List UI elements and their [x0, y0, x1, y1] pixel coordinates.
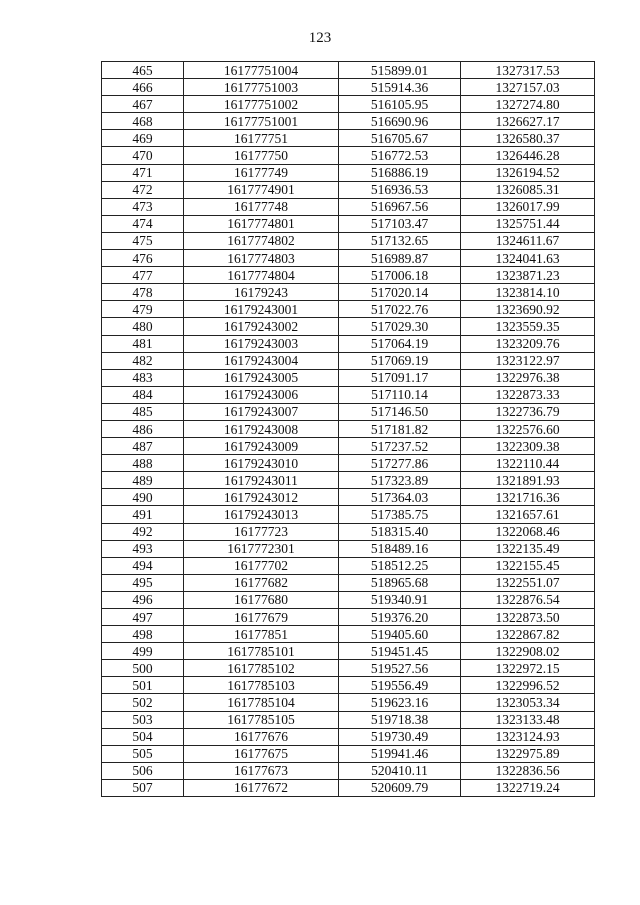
table-row	[102, 472, 595, 489]
table-row	[102, 779, 595, 796]
coordinates-table-body	[102, 62, 595, 797]
point-number-cell: 467	[102, 96, 184, 113]
table-row	[102, 198, 595, 215]
point-number-cell: 490	[102, 489, 184, 506]
table-row	[102, 420, 595, 437]
y-coordinate-cell: 1323559.35	[461, 318, 595, 335]
table-row	[102, 164, 595, 181]
point-id-cell: 16179243010	[184, 455, 339, 472]
point-number-cell: 483	[102, 369, 184, 386]
table-row	[102, 745, 595, 762]
table-row	[102, 438, 595, 455]
point-id-cell: 16179243007	[184, 403, 339, 420]
table-row	[102, 643, 595, 660]
table-row	[102, 609, 595, 626]
point-number-cell: 482	[102, 352, 184, 369]
y-coordinate-cell: 1322996.52	[461, 677, 595, 694]
y-coordinate-cell: 1326627.17	[461, 113, 595, 130]
y-coordinate-cell: 1322719.24	[461, 779, 595, 796]
y-coordinate-cell: 1323814.10	[461, 284, 595, 301]
y-coordinate-cell: 1326580.37	[461, 130, 595, 147]
table-row	[102, 728, 595, 745]
y-coordinate-cell: 1322576.60	[461, 420, 595, 437]
x-coordinate-cell: 517064.19	[339, 335, 461, 352]
table-row	[102, 147, 595, 164]
point-id-cell: 16177749	[184, 164, 339, 181]
table-row	[102, 130, 595, 147]
y-coordinate-cell: 1327274.80	[461, 96, 595, 113]
table-row	[102, 694, 595, 711]
x-coordinate-cell: 516705.67	[339, 130, 461, 147]
x-coordinate-cell: 516105.95	[339, 96, 461, 113]
point-id-cell: 1617772301	[184, 540, 339, 557]
point-id-cell: 16179243012	[184, 489, 339, 506]
point-number-cell: 474	[102, 215, 184, 232]
y-coordinate-cell: 1323690.92	[461, 301, 595, 318]
table-row	[102, 267, 595, 284]
point-id-cell: 16177751001	[184, 113, 339, 130]
point-id-cell: 1617785101	[184, 643, 339, 660]
y-coordinate-cell: 1321716.36	[461, 489, 595, 506]
x-coordinate-cell: 516936.53	[339, 181, 461, 198]
x-coordinate-cell: 516989.87	[339, 250, 461, 267]
x-coordinate-cell: 520609.79	[339, 779, 461, 796]
table-row	[102, 62, 595, 79]
point-number-cell: 507	[102, 779, 184, 796]
y-coordinate-cell: 1326446.28	[461, 147, 595, 164]
table-row	[102, 591, 595, 608]
x-coordinate-cell: 515914.36	[339, 79, 461, 96]
point-id-cell: 16177748	[184, 198, 339, 215]
y-coordinate-cell: 1322068.46	[461, 523, 595, 540]
x-coordinate-cell: 516772.53	[339, 147, 461, 164]
table-row	[102, 403, 595, 420]
point-id-cell: 16177851	[184, 626, 339, 643]
y-coordinate-cell: 1322873.50	[461, 609, 595, 626]
x-coordinate-cell: 517277.86	[339, 455, 461, 472]
point-number-cell: 488	[102, 455, 184, 472]
x-coordinate-cell: 517022.76	[339, 301, 461, 318]
x-coordinate-cell: 519527.56	[339, 660, 461, 677]
table-row	[102, 79, 595, 96]
y-coordinate-cell: 1323124.93	[461, 728, 595, 745]
point-id-cell: 1617785105	[184, 711, 339, 728]
point-number-cell: 504	[102, 728, 184, 745]
table-row	[102, 386, 595, 403]
point-id-cell: 16177673	[184, 762, 339, 779]
point-number-cell: 468	[102, 113, 184, 130]
point-number-cell: 492	[102, 523, 184, 540]
y-coordinate-cell: 1323871.23	[461, 267, 595, 284]
table-row	[102, 677, 595, 694]
point-id-cell: 1617785103	[184, 677, 339, 694]
point-id-cell: 16177751004	[184, 62, 339, 79]
point-id-cell: 16177679	[184, 609, 339, 626]
point-number-cell: 478	[102, 284, 184, 301]
point-id-cell: 16179243009	[184, 438, 339, 455]
point-number-cell: 476	[102, 250, 184, 267]
y-coordinate-cell: 1324611.67	[461, 232, 595, 249]
coordinates-table	[101, 61, 595, 797]
point-id-cell: 1617774901	[184, 181, 339, 198]
point-number-cell: 496	[102, 591, 184, 608]
point-number-cell: 479	[102, 301, 184, 318]
point-id-cell: 16177682	[184, 574, 339, 591]
x-coordinate-cell: 516886.19	[339, 164, 461, 181]
point-id-cell: 16179243001	[184, 301, 339, 318]
table-row	[102, 711, 595, 728]
x-coordinate-cell: 515899.01	[339, 62, 461, 79]
table-row	[102, 455, 595, 472]
x-coordinate-cell: 517110.14	[339, 386, 461, 403]
table-row	[102, 352, 595, 369]
point-number-cell: 491	[102, 506, 184, 523]
y-coordinate-cell: 1322836.56	[461, 762, 595, 779]
table-row	[102, 232, 595, 249]
x-coordinate-cell: 517237.52	[339, 438, 461, 455]
x-coordinate-cell: 517146.50	[339, 403, 461, 420]
y-coordinate-cell: 1322309.38	[461, 438, 595, 455]
x-coordinate-cell: 519718.38	[339, 711, 461, 728]
point-id-cell: 16177751	[184, 130, 339, 147]
point-number-cell: 471	[102, 164, 184, 181]
point-number-cell: 485	[102, 403, 184, 420]
point-number-cell: 487	[102, 438, 184, 455]
x-coordinate-cell: 516967.56	[339, 198, 461, 215]
point-number-cell: 506	[102, 762, 184, 779]
point-number-cell: 465	[102, 62, 184, 79]
x-coordinate-cell: 519623.16	[339, 694, 461, 711]
y-coordinate-cell: 1326085.31	[461, 181, 595, 198]
table-row	[102, 318, 595, 335]
point-id-cell: 16177675	[184, 745, 339, 762]
table-row	[102, 574, 595, 591]
point-id-cell: 16179243	[184, 284, 339, 301]
x-coordinate-cell: 518512.25	[339, 557, 461, 574]
x-coordinate-cell: 519376.20	[339, 609, 461, 626]
point-number-cell: 470	[102, 147, 184, 164]
point-number-cell: 502	[102, 694, 184, 711]
point-id-cell: 16179243011	[184, 472, 339, 489]
point-number-cell: 503	[102, 711, 184, 728]
table-row	[102, 540, 595, 557]
table-row	[102, 369, 595, 386]
point-id-cell: 16179243002	[184, 318, 339, 335]
point-id-cell: 1617785102	[184, 660, 339, 677]
x-coordinate-cell: 517385.75	[339, 506, 461, 523]
x-coordinate-cell: 517364.03	[339, 489, 461, 506]
y-coordinate-cell: 1326017.99	[461, 198, 595, 215]
point-number-cell: 484	[102, 386, 184, 403]
table-row	[102, 113, 595, 130]
y-coordinate-cell: 1322972.15	[461, 660, 595, 677]
y-coordinate-cell: 1322976.38	[461, 369, 595, 386]
table-row	[102, 626, 595, 643]
point-id-cell: 16179243008	[184, 420, 339, 437]
x-coordinate-cell: 517029.30	[339, 318, 461, 335]
point-number-cell: 500	[102, 660, 184, 677]
point-number-cell: 495	[102, 574, 184, 591]
x-coordinate-cell: 517069.19	[339, 352, 461, 369]
point-id-cell: 16179243013	[184, 506, 339, 523]
x-coordinate-cell: 516690.96	[339, 113, 461, 130]
x-coordinate-cell: 517006.18	[339, 267, 461, 284]
y-coordinate-cell: 1324041.63	[461, 250, 595, 267]
point-id-cell: 1617774802	[184, 232, 339, 249]
point-id-cell: 16177702	[184, 557, 339, 574]
point-id-cell: 16179243006	[184, 386, 339, 403]
x-coordinate-cell: 519405.60	[339, 626, 461, 643]
table-row	[102, 523, 595, 540]
y-coordinate-cell: 1323209.76	[461, 335, 595, 352]
y-coordinate-cell: 1322908.02	[461, 643, 595, 660]
x-coordinate-cell: 519730.49	[339, 728, 461, 745]
point-number-cell: 472	[102, 181, 184, 198]
point-id-cell: 16179243004	[184, 352, 339, 369]
y-coordinate-cell: 1326194.52	[461, 164, 595, 181]
x-coordinate-cell: 517020.14	[339, 284, 461, 301]
point-number-cell: 499	[102, 643, 184, 660]
table-row	[102, 762, 595, 779]
point-number-cell: 466	[102, 79, 184, 96]
table-row	[102, 335, 595, 352]
x-coordinate-cell: 518315.40	[339, 523, 461, 540]
x-coordinate-cell: 517132.65	[339, 232, 461, 249]
point-id-cell: 16177751003	[184, 79, 339, 96]
y-coordinate-cell: 1323053.34	[461, 694, 595, 711]
table-row	[102, 489, 595, 506]
x-coordinate-cell: 519340.91	[339, 591, 461, 608]
point-number-cell: 505	[102, 745, 184, 762]
point-number-cell: 489	[102, 472, 184, 489]
point-id-cell: 16179243005	[184, 369, 339, 386]
x-coordinate-cell: 517323.89	[339, 472, 461, 489]
x-coordinate-cell: 517091.17	[339, 369, 461, 386]
x-coordinate-cell: 519556.49	[339, 677, 461, 694]
y-coordinate-cell: 1322551.07	[461, 574, 595, 591]
point-id-cell: 16177680	[184, 591, 339, 608]
point-id-cell: 1617774803	[184, 250, 339, 267]
x-coordinate-cell: 518489.16	[339, 540, 461, 557]
table-row	[102, 557, 595, 574]
table-row	[102, 215, 595, 232]
point-number-cell: 469	[102, 130, 184, 147]
point-id-cell: 16177672	[184, 779, 339, 796]
y-coordinate-cell: 1322873.33	[461, 386, 595, 403]
x-coordinate-cell: 519451.45	[339, 643, 461, 660]
y-coordinate-cell: 1322975.89	[461, 745, 595, 762]
table-row	[102, 284, 595, 301]
point-number-cell: 501	[102, 677, 184, 694]
point-number-cell: 497	[102, 609, 184, 626]
point-number-cell: 481	[102, 335, 184, 352]
y-coordinate-cell: 1321891.93	[461, 472, 595, 489]
point-number-cell: 494	[102, 557, 184, 574]
y-coordinate-cell: 1321657.61	[461, 506, 595, 523]
point-id-cell: 1617774804	[184, 267, 339, 284]
table-row	[102, 181, 595, 198]
x-coordinate-cell: 520410.11	[339, 762, 461, 779]
table-row	[102, 660, 595, 677]
point-id-cell: 16179243003	[184, 335, 339, 352]
table-row	[102, 506, 595, 523]
point-number-cell: 498	[102, 626, 184, 643]
point-id-cell: 1617774801	[184, 215, 339, 232]
y-coordinate-cell: 1323133.48	[461, 711, 595, 728]
y-coordinate-cell: 1325751.44	[461, 215, 595, 232]
x-coordinate-cell: 517103.47	[339, 215, 461, 232]
y-coordinate-cell: 1322155.45	[461, 557, 595, 574]
point-number-cell: 480	[102, 318, 184, 335]
table-row	[102, 301, 595, 318]
point-id-cell: 16177751002	[184, 96, 339, 113]
y-coordinate-cell: 1327157.03	[461, 79, 595, 96]
point-id-cell: 1617785104	[184, 694, 339, 711]
y-coordinate-cell: 1327317.53	[461, 62, 595, 79]
y-coordinate-cell: 1322135.49	[461, 540, 595, 557]
y-coordinate-cell: 1322867.82	[461, 626, 595, 643]
point-id-cell: 16177676	[184, 728, 339, 745]
y-coordinate-cell: 1322110.44	[461, 455, 595, 472]
y-coordinate-cell: 1322876.54	[461, 591, 595, 608]
point-number-cell: 475	[102, 232, 184, 249]
y-coordinate-cell: 1322736.79	[461, 403, 595, 420]
point-number-cell: 477	[102, 267, 184, 284]
point-number-cell: 473	[102, 198, 184, 215]
point-id-cell: 16177750	[184, 147, 339, 164]
table-row	[102, 96, 595, 113]
x-coordinate-cell: 519941.46	[339, 745, 461, 762]
x-coordinate-cell: 517181.82	[339, 420, 461, 437]
page-number: 123	[308, 30, 332, 46]
point-number-cell: 486	[102, 420, 184, 437]
x-coordinate-cell: 518965.68	[339, 574, 461, 591]
table-row	[102, 250, 595, 267]
y-coordinate-cell: 1323122.97	[461, 352, 595, 369]
point-number-cell: 493	[102, 540, 184, 557]
point-id-cell: 16177723	[184, 523, 339, 540]
